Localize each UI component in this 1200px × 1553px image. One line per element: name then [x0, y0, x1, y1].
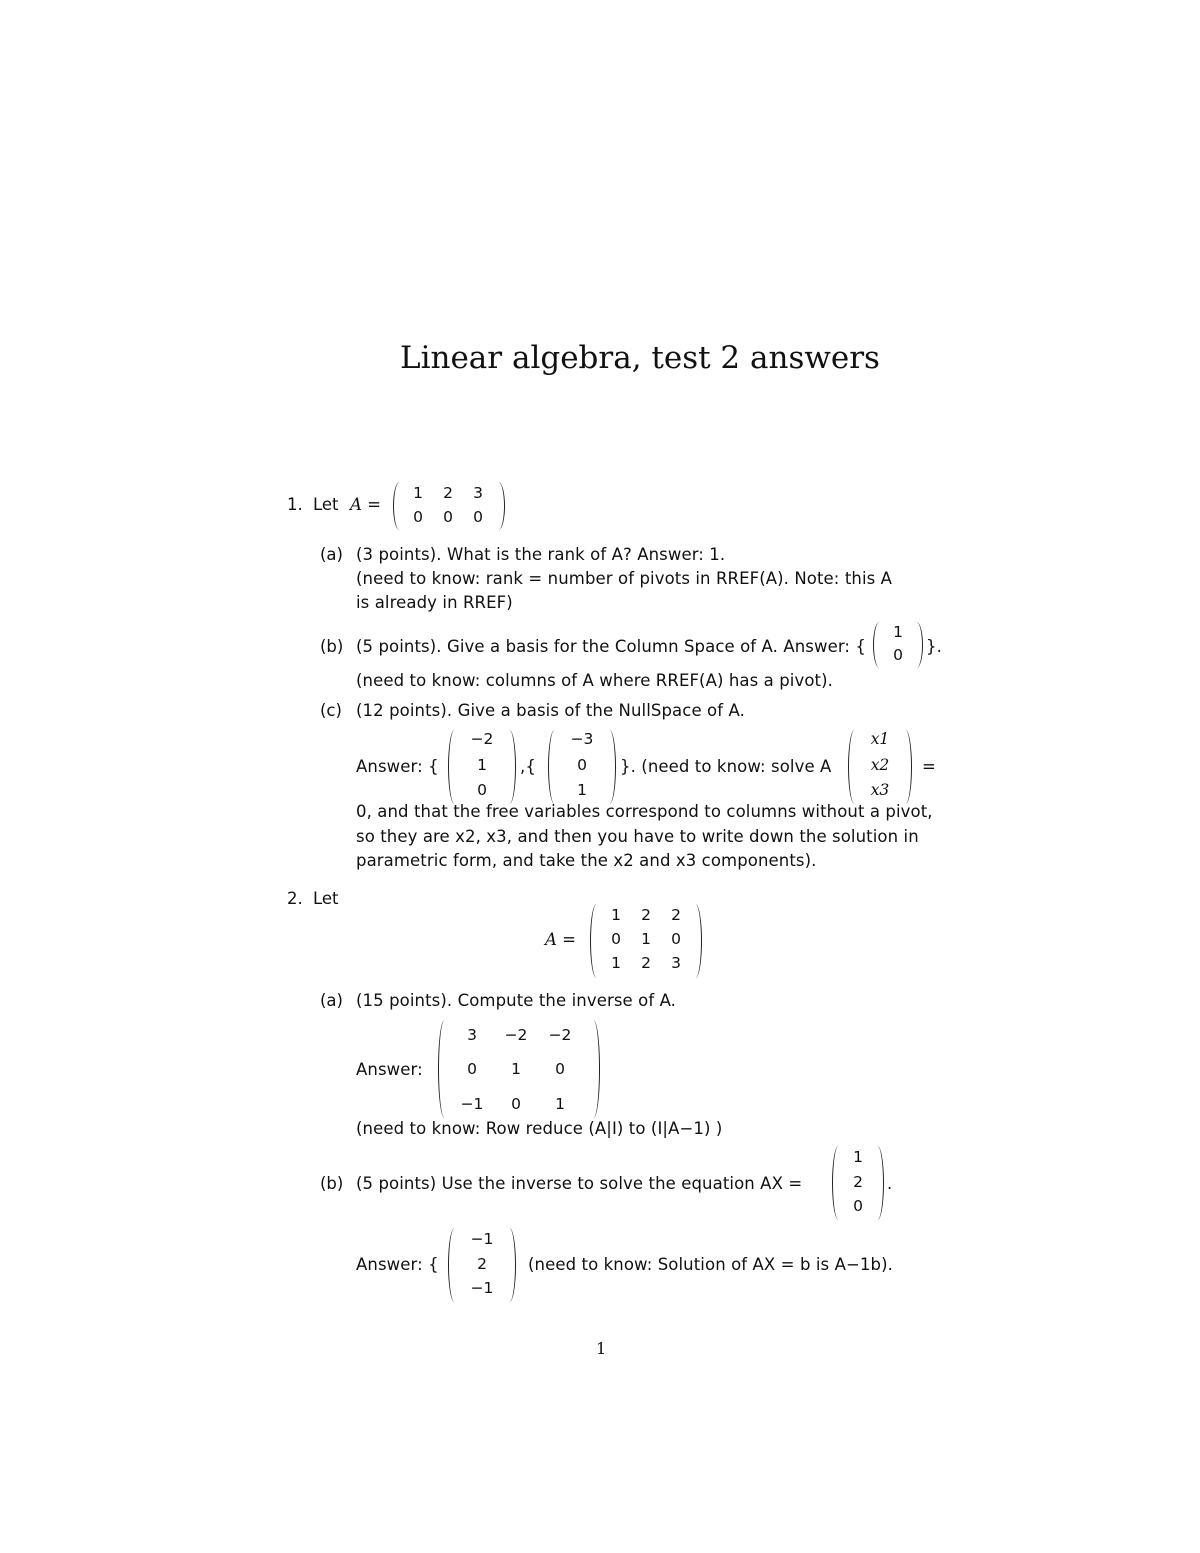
vector-cell: 2 — [477, 1255, 487, 1273]
part-1c-line3: 0, and that the free variables correspond to columns without a pivot, — [356, 802, 933, 821]
vector-cell: 0 — [853, 1197, 863, 1215]
part-2a-note: (need to know: Row reduce (A|I) to (I|A−1) ) — [356, 1119, 723, 1138]
part-2b-period: . — [887, 1174, 893, 1193]
vector-cell: 0 — [893, 646, 903, 664]
left-paren — [448, 730, 461, 804]
page-number: 1 — [596, 1339, 607, 1358]
matrix-cell: 0 — [413, 508, 423, 526]
vector-cell: −3 — [570, 730, 594, 748]
matrix-A-problem-1 — [393, 482, 505, 530]
matrix-cell: 3 — [473, 484, 483, 502]
matrix-cell: 1 — [611, 906, 621, 924]
unknowns-vector — [848, 730, 912, 804]
matrix-cell: 0 — [473, 508, 483, 526]
nullspace-basis-vector-1 — [448, 730, 516, 804]
matrix-A-problem-2 — [590, 904, 702, 978]
part-1a-label: (a) — [320, 545, 343, 564]
vector-cell: 1 — [477, 756, 487, 774]
part-1c-label: (c) — [320, 701, 342, 720]
vector-cell: −2 — [470, 730, 494, 748]
vector-cell: x2 — [870, 756, 890, 774]
matrix-cell: −2 — [504, 1026, 528, 1044]
matrix-cell: 3 — [671, 954, 681, 972]
left-paren — [548, 730, 561, 804]
part-2a-label: (a) — [320, 991, 343, 1010]
problem-2-let: Let — [313, 889, 339, 908]
matrix-cell: −2 — [548, 1026, 572, 1044]
matrix-cell: −1 — [460, 1095, 484, 1113]
part-1c-answer-open: Answer: { — [356, 757, 439, 776]
right-paren — [899, 730, 912, 804]
left-paren — [873, 622, 886, 668]
right-paren — [689, 904, 702, 978]
matrix-cell: 2 — [443, 484, 453, 502]
part-1c-line4: so they are x2, x3, and then you have to write down the solution in — [356, 827, 919, 846]
vector-cell: 0 — [477, 781, 487, 799]
vector-cell: 0 — [577, 756, 587, 774]
matrix-cell: 0 — [467, 1060, 477, 1078]
left-paren — [590, 904, 603, 978]
part-1a-line1: (3 points). What is the rank of A? Answer: 1. — [356, 545, 726, 564]
problem-1-A-eq: A = — [350, 495, 381, 514]
rhs-vector — [832, 1146, 884, 1220]
matrix-cell: 0 — [511, 1095, 521, 1113]
page-title: Linear algebra, test 2 answers — [400, 340, 880, 376]
vector-cell: −1 — [470, 1279, 494, 1297]
column-space-basis-vector — [873, 622, 923, 668]
matrix-cell: 0 — [611, 930, 621, 948]
right-paren — [910, 622, 923, 668]
matrix-cell: 1 — [555, 1095, 565, 1113]
matrix-cell: 2 — [671, 906, 681, 924]
part-2a-answer: Answer: — [356, 1060, 423, 1079]
part-2b-note: (need to know: Solution of AX = b is A−1b). — [528, 1255, 893, 1274]
part-2b-line1: (5 points) Use the inverse to solve the equation AX = — [356, 1174, 803, 1193]
solution-vector — [448, 1228, 516, 1302]
matrix-cell: 2 — [641, 906, 651, 924]
right-paren — [871, 1146, 884, 1220]
inverse-matrix — [438, 1020, 600, 1118]
part-1c-eq: = — [922, 757, 936, 776]
vector-cell: 1 — [853, 1148, 863, 1166]
left-paren — [393, 482, 406, 530]
part-2b-answer-open: Answer: { — [356, 1255, 439, 1274]
right-paren — [603, 730, 616, 804]
matrix-cell: 0 — [555, 1060, 565, 1078]
matrix-cell: 2 — [641, 954, 651, 972]
part-1b-close: }. — [926, 637, 942, 656]
part-1b-line2: (need to know: columns of A where RREF(A) has a pivot). — [356, 671, 833, 690]
matrix-cell: 0 — [671, 930, 681, 948]
left-paren — [448, 1228, 461, 1302]
vector-cell: x1 — [870, 730, 890, 748]
left-paren — [832, 1146, 845, 1220]
part-1c-after: }. (need to know: solve A — [620, 757, 832, 776]
problem-1-number: 1. — [287, 495, 303, 514]
matrix-cell: 3 — [467, 1026, 477, 1044]
problem-1-let: Let — [313, 495, 339, 514]
vector-cell: 2 — [853, 1173, 863, 1191]
part-1a-line3: is already in RREF) — [356, 593, 513, 612]
part-2a-line1: (15 points). Compute the inverse of A. — [356, 991, 677, 1010]
problem-2-number: 2. — [287, 889, 303, 908]
nullspace-basis-vector-2 — [548, 730, 616, 804]
part-1c-line5: parametric form, and take the x2 and x3 components). — [356, 851, 817, 870]
part-1b-line1: (5 points). Give a basis for the Column Space of A. Answer: { — [356, 637, 867, 656]
right-paren — [492, 482, 505, 530]
matrix-cell: 1 — [611, 954, 621, 972]
left-paren — [438, 1020, 451, 1118]
vector-cell: 1 — [893, 623, 903, 641]
right-paren — [503, 1228, 516, 1302]
vector-cell: −1 — [470, 1230, 494, 1248]
vector-cell: 1 — [577, 781, 587, 799]
part-1c-line1: (12 points). Give a basis of the NullSpace of A. — [356, 701, 745, 720]
part-1a-line2: (need to know: rank = number of pivots in RREF(A). Note: this A — [356, 569, 893, 588]
matrix-cell: 1 — [511, 1060, 521, 1078]
part-2b-label: (b) — [320, 1174, 344, 1193]
right-paren — [503, 730, 516, 804]
part-1b-label: (b) — [320, 637, 344, 656]
left-paren — [848, 730, 861, 804]
right-paren — [587, 1020, 600, 1118]
matrix-cell: 1 — [641, 930, 651, 948]
matrix-cell: 0 — [443, 508, 453, 526]
part-1c-separator: ,{ — [520, 757, 536, 776]
vector-cell: x3 — [870, 781, 890, 799]
problem-2-A-eq: A = — [545, 930, 576, 949]
matrix-cell: 1 — [413, 484, 423, 502]
